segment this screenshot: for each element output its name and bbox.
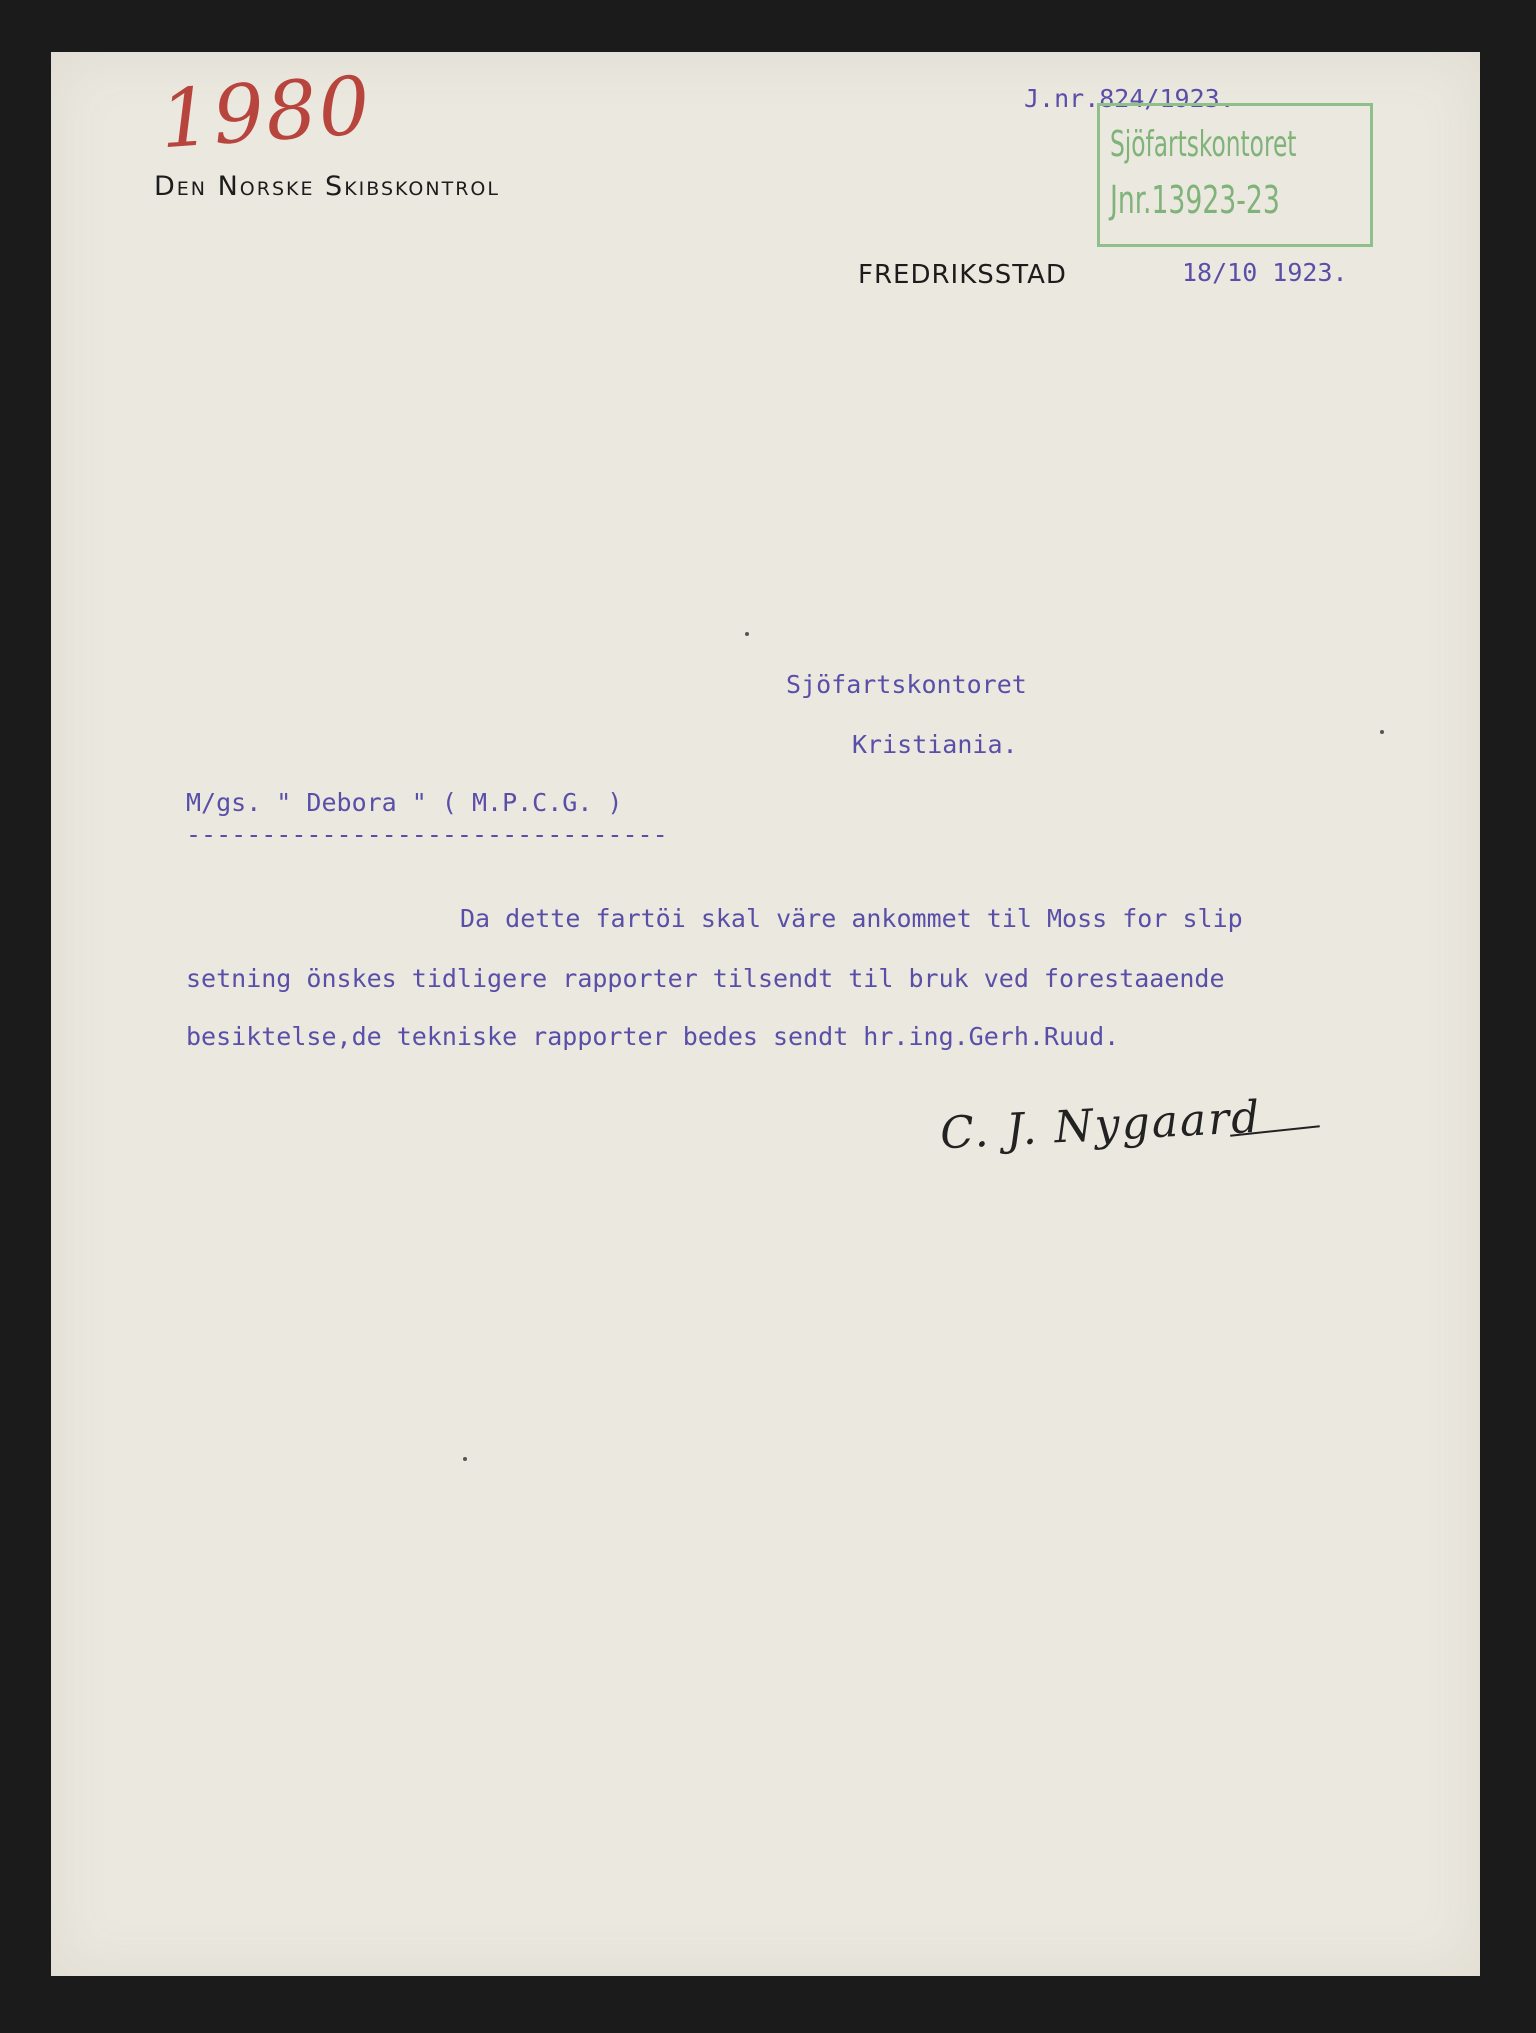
paper-speck (745, 632, 749, 636)
journal-reference: J.nr.824/1923. (1024, 84, 1235, 113)
subject-underline: -------------------------------- (186, 820, 668, 849)
body-line: Da dette fartöi skal väre ankommet til Moss for slip (460, 904, 1243, 933)
stamp-journal-number: Jnr.13923-23 (1110, 178, 1280, 222)
body-line: besiktelse,de tekniske rapporter bedes sendt hr.ing.Gerh.Ruud. (186, 1022, 1120, 1051)
paper-speck (463, 1457, 467, 1461)
letter-page (51, 52, 1480, 1976)
letterhead: Den Norske Skibskontrol (154, 171, 500, 202)
archive-number: 1980 (157, 58, 375, 167)
body-line: setning önskes tidligere rapporter tilsendt til bruk ved forestaaende (186, 964, 1225, 993)
subject-line: M/gs. " Debora " ( M.P.C.G. ) (186, 788, 623, 817)
stamp-office: Sjöfartskontoret (1110, 124, 1297, 165)
recipient-city: Kristiania. (852, 730, 1018, 759)
paper-speck (1380, 730, 1384, 734)
recipient-name: Sjöfartskontoret (786, 670, 1027, 699)
received-stamp (1097, 103, 1373, 247)
letterhead-city: FREDRIKSSTAD (858, 260, 1067, 290)
handwritten-signature: C. J. Nygaard (938, 1091, 1263, 1160)
letter-date: 18/10 1923. (1182, 258, 1348, 287)
